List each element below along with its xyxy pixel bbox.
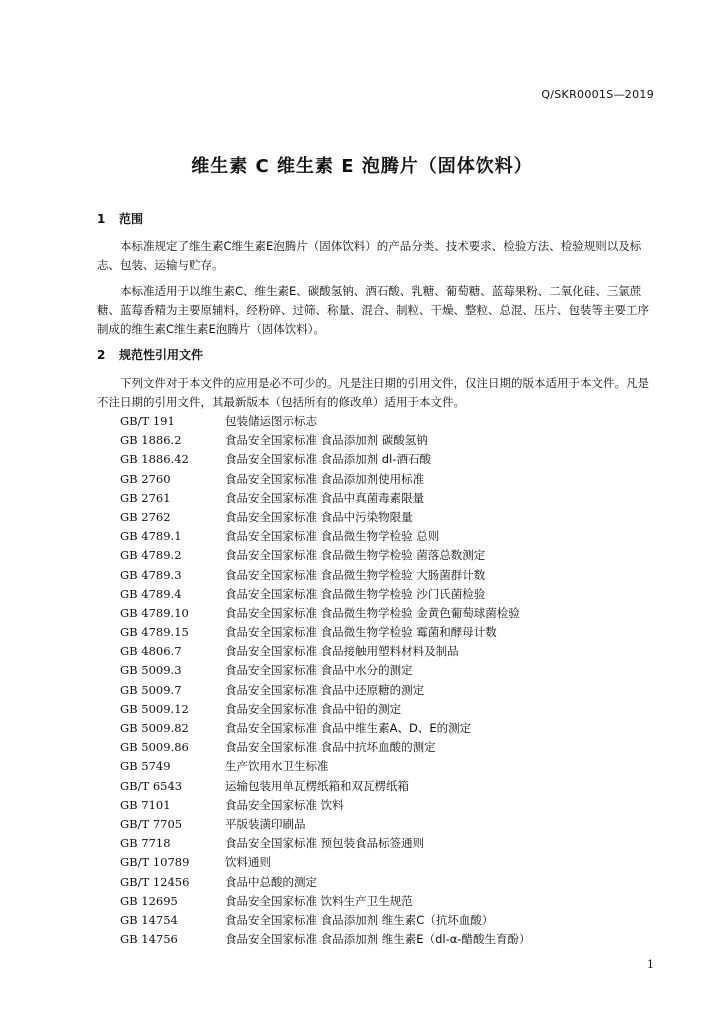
- reference-code: GB 1886.2: [120, 433, 182, 448]
- reference-title: 运输包装用单瓦楞纸箱和双瓦楞纸箱: [225, 778, 409, 793]
- reference-title: 食品安全国家标准 食品添加剂 碳酸氢钠: [225, 433, 428, 448]
- document-code: Q/SKR0001S—2019: [541, 88, 654, 101]
- reference-code: GB 5749: [120, 759, 171, 774]
- reference-code: GB 5009.3: [120, 663, 182, 678]
- section-2-heading: [97, 346, 203, 363]
- reference-code: GB 4789.2: [120, 548, 182, 563]
- reference-code: GB 4806.7: [120, 644, 182, 659]
- reference-item: [120, 527, 530, 546]
- reference-item: [120, 892, 530, 911]
- reference-code: GB 5009.86: [120, 740, 189, 755]
- reference-title: 食品安全国家标准 食品微生物学检验 大肠菌群计数: [225, 567, 486, 582]
- section-1-title: 范围: [119, 212, 144, 226]
- reference-code: GB 4789.15: [120, 625, 189, 640]
- reference-item: [120, 661, 530, 680]
- reference-item: [120, 777, 530, 796]
- reference-title: 饮料通则: [225, 855, 271, 870]
- reference-code: GB 5009.12: [120, 701, 189, 716]
- reference-item: [120, 508, 530, 527]
- reference-code: GB/T 191: [120, 414, 175, 428]
- reference-title: 食品安全国家标准 食品微生物学检验 霉菌和酵母计数: [225, 625, 497, 640]
- reference-item: [120, 738, 530, 757]
- reference-title: 食品安全国家标准 饮料生产卫生规范: [225, 893, 413, 908]
- reference-title: 平版装潢印刷品: [225, 816, 306, 831]
- reference-title: 食品安全国家标准 食品添加剂使用标准: [225, 471, 425, 486]
- reference-item: [120, 873, 530, 892]
- reference-title: 食品安全国家标准 食品中真菌毒素限量: [225, 490, 425, 505]
- reference-title: 食品安全国家标准 食品中铅的测定: [225, 701, 402, 716]
- reference-item: [120, 604, 530, 623]
- reference-title: 食品安全国家标准 食品中污染物限量: [225, 509, 413, 524]
- reference-title: 包装储运图示标志: [225, 414, 317, 428]
- reference-code: GB/T 10789: [120, 855, 190, 870]
- reference-title: 食品安全国家标准 食品微生物学检验 菌落总数测定: [225, 548, 486, 563]
- reference-item: [120, 566, 530, 585]
- reference-code: GB 2762: [120, 509, 171, 524]
- reference-title: 食品安全国家标准 食品添加剂 dl-酒石酸: [225, 452, 431, 467]
- reference-item: [120, 757, 530, 776]
- reference-item: [120, 815, 530, 834]
- reference-item: [120, 470, 530, 489]
- scope-paragraph-1: 本标准规定了维生素C维生素E泡腾片（固体饮料）的产品分类、技术要求、检验方法、检验规则以及标志、包装、运输与贮存。: [97, 239, 642, 272]
- reference-item: [120, 834, 530, 853]
- section-2-number: 2: [97, 348, 106, 362]
- reference-item: [120, 700, 530, 719]
- reference-code: GB/T 6543: [120, 778, 183, 793]
- reference-code: GB 4789.4: [120, 586, 182, 601]
- reference-item: [120, 412, 530, 431]
- reference-title: 食品安全国家标准 食品添加剂 维生素C（抗坏血酸）: [225, 912, 494, 927]
- reference-title: 食品安全国家标准 食品中抗坏血酸的测定: [225, 740, 436, 755]
- reference-code: GB 5009.82: [120, 721, 189, 735]
- reference-item: [120, 911, 530, 930]
- reference-title: 食品安全国家标准 食品添加剂 维生素E（dl-α-醋酸生育酚）: [225, 932, 531, 947]
- reference-code: GB 4789.10: [120, 605, 189, 620]
- scope-paragraph-2: 本标准适用于以维生素C、维生素E、碳酸氢钠、酒石酸、乳糖、葡萄糖、蓝莓果粉、二氧化硅、三氯蔗糖、蓝莓香精为主要原辅料，经粉碎、过筛、称量、混合、制粒、干燥、整粒、总混、压片、包装等主要工序制成的维生素C维生素E泡腾片（固体饮料）。: [97, 284, 649, 336]
- reference-code: GB 7101: [120, 797, 171, 812]
- section-2-title: 规范性引用文件: [119, 348, 204, 362]
- reference-item: [120, 585, 530, 604]
- reference-title: 生产饮用水卫生标准: [225, 759, 329, 774]
- reference-item: [120, 681, 530, 700]
- reference-title: 食品安全国家标准 预包装食品标签通则: [225, 836, 425, 851]
- section-1-heading: [97, 210, 143, 227]
- reference-item: [120, 796, 530, 815]
- reference-list: [120, 412, 530, 949]
- section-1-number: 1: [97, 212, 106, 226]
- reference-title: 食品安全国家标准 饮料: [225, 797, 344, 812]
- reference-title: 食品安全国家标准 食品微生物学检验 总则: [225, 529, 440, 544]
- reference-code: GB/T 12456: [120, 874, 190, 889]
- reference-title: 食品安全国家标准 食品中维生素A、D、E的测定: [225, 721, 472, 735]
- document-title: 维生素 C 维生素 E 泡腾片（固体饮料）: [191, 156, 533, 177]
- reference-code: GB 14756: [120, 932, 178, 947]
- reference-code: GB 2761: [120, 490, 171, 505]
- reference-code: GB 14754: [120, 912, 178, 927]
- reference-title: 食品中总酸的测定: [225, 874, 317, 889]
- reference-code: GB 12695: [120, 893, 178, 908]
- reference-item: [120, 930, 530, 949]
- reference-code: GB 4789.1: [120, 529, 182, 544]
- references-intro-paragraph: 下列文件对于本文件的应用是必不可少的。凡是注日期的引用文件，仅注日期的版本适用于本文件。凡是不注日期的引用文件，其最新版本（包括所有的修改单）适用于本文件。: [97, 376, 649, 409]
- reference-item: [120, 623, 530, 642]
- reference-code: GB/T 7705: [120, 816, 183, 831]
- reference-title: 食品安全国家标准 食品中还原糖的测定: [225, 682, 425, 697]
- reference-code: GB 5009.7: [120, 682, 182, 697]
- reference-item: [120, 489, 530, 508]
- reference-item: [120, 546, 530, 565]
- reference-title: 食品安全国家标准 食品微生物学检验 沙门氏菌检验: [225, 586, 486, 601]
- reference-title: 食品安全国家标准 食品接触用塑料材料及制品: [225, 644, 459, 659]
- reference-title: 食品安全国家标准 食品微生物学检验 金黄色葡萄球菌检验: [225, 605, 520, 620]
- reference-item: [120, 853, 530, 872]
- reference-item: [120, 719, 530, 738]
- reference-title: 食品安全国家标准 食品中水分的测定: [225, 663, 413, 678]
- page-number: 1: [647, 958, 654, 971]
- reference-code: GB 1886.42: [120, 452, 189, 467]
- reference-code: GB 4789.3: [120, 567, 182, 582]
- reference-code: GB 2760: [120, 471, 171, 486]
- reference-item: [120, 431, 530, 450]
- reference-code: GB 7718: [120, 836, 171, 851]
- reference-item: [120, 450, 530, 469]
- reference-item: [120, 642, 530, 661]
